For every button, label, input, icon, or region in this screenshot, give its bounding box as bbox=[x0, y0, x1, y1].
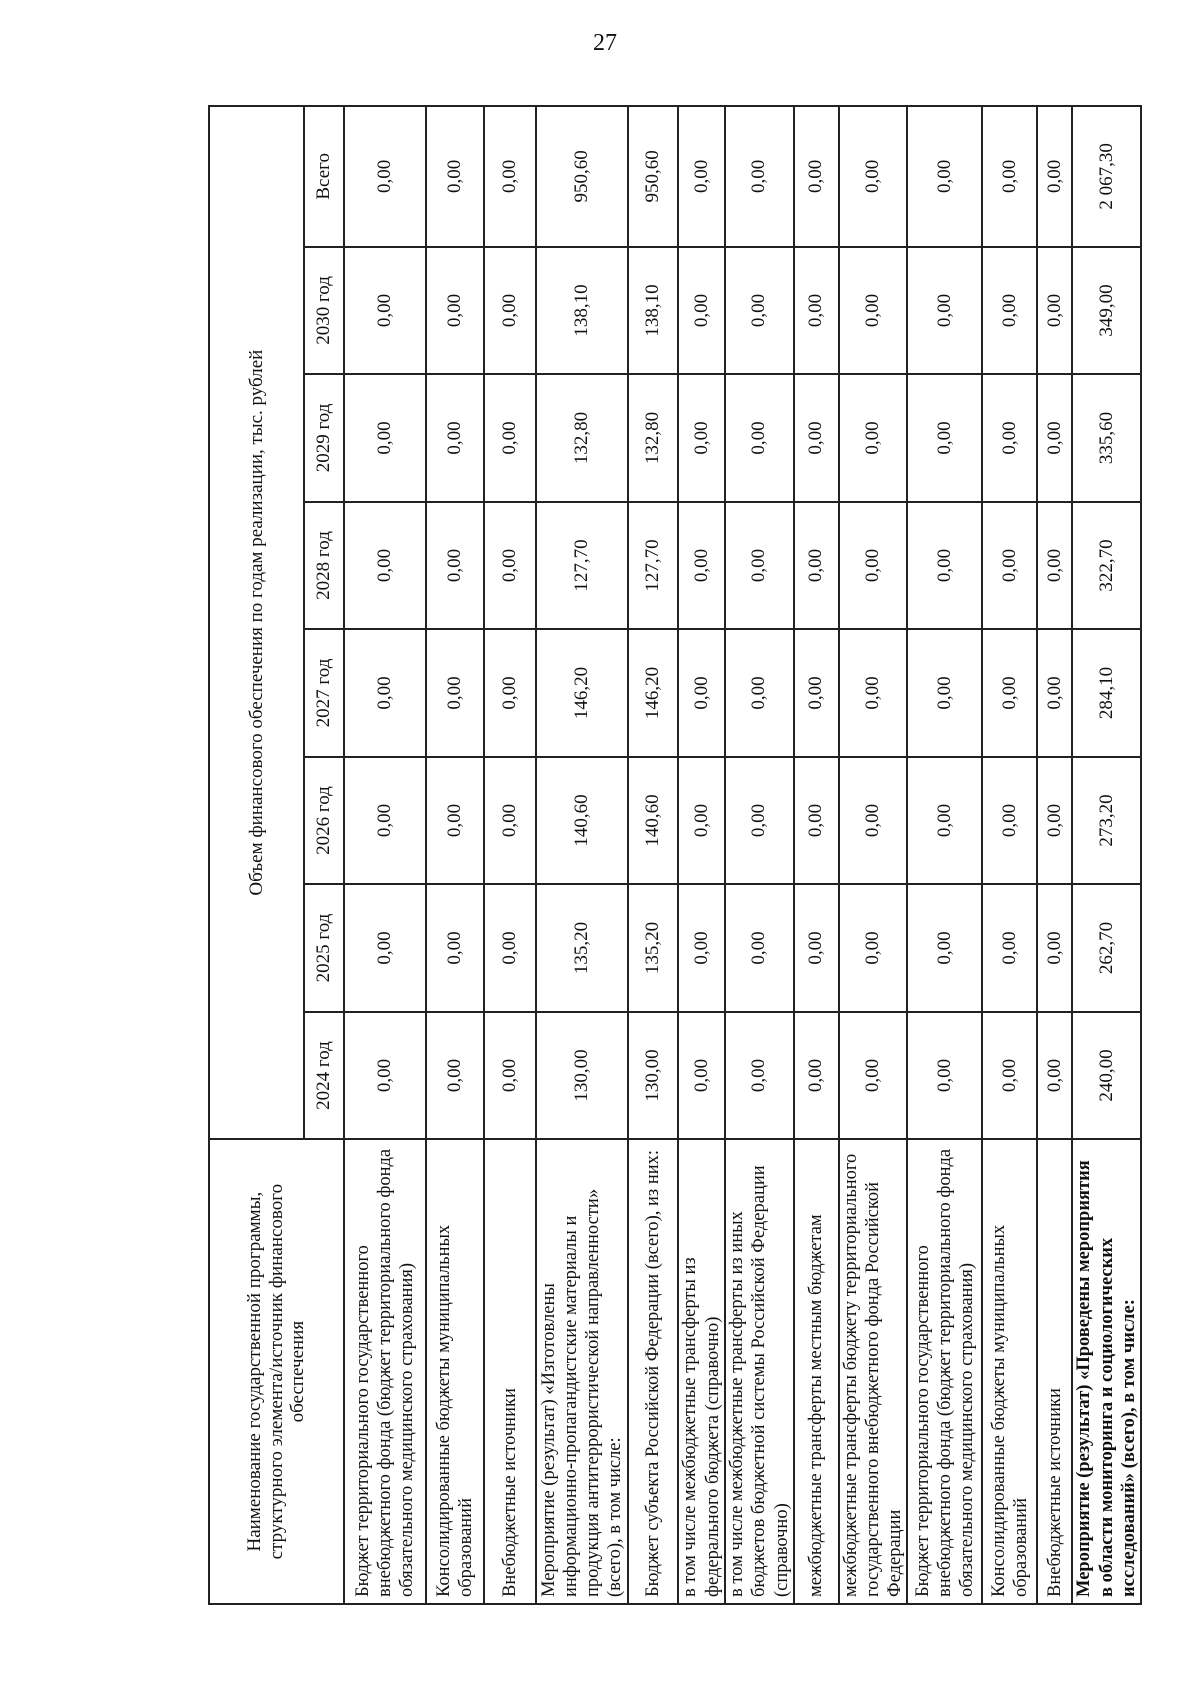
value-cell: 0,00 bbox=[907, 1012, 982, 1140]
value-cell: 0,00 bbox=[725, 374, 794, 502]
table-row bbox=[1072, 106, 1141, 1604]
header-group: Объем финансового обеспечения по годам реализации, тыс. рублей bbox=[209, 106, 304, 1139]
value-cell: 0,00 bbox=[344, 884, 426, 1012]
row-name-cell: межбюджетные трансферты местным бюджетам bbox=[794, 1139, 839, 1604]
value-cell: 0,00 bbox=[907, 757, 982, 885]
row-name-cell: Бюджет субъекта Российской Федерации (всего), из них: bbox=[628, 1139, 678, 1604]
rotated-table-container bbox=[208, 105, 1142, 1605]
value-cell: 0,00 bbox=[794, 757, 839, 885]
page-number: 27 bbox=[593, 30, 617, 56]
value-cell: 0,00 bbox=[344, 757, 426, 885]
value-cell: 138,10 bbox=[536, 247, 628, 375]
value-cell: 0,00 bbox=[344, 106, 426, 247]
value-cell: 0,00 bbox=[484, 374, 536, 502]
row-name-cell: Мероприятие (результат) «Изготовлены информационно-пропагандистские материалы и продукция антитеррористической направленности» (всего), в том числе: bbox=[536, 1139, 628, 1604]
value-cell: 0,00 bbox=[725, 757, 794, 885]
value-cell: 0,00 bbox=[426, 757, 484, 885]
value-cell: 0,00 bbox=[794, 374, 839, 502]
table-row bbox=[982, 106, 1037, 1604]
value-cell: 0,00 bbox=[982, 106, 1037, 247]
value-cell: 0,00 bbox=[839, 629, 908, 757]
value-cell: 0,00 bbox=[839, 502, 908, 630]
row-name-cell: в том числе межбюджетные трансферты из иных бюджетов бюджетной системы Российской Федерации (справочно) bbox=[725, 1139, 794, 1604]
value-cell: 0,00 bbox=[344, 374, 426, 502]
value-cell: 0,00 bbox=[794, 629, 839, 757]
value-cell: 0,00 bbox=[344, 502, 426, 630]
value-cell: 0,00 bbox=[982, 374, 1037, 502]
value-cell: 0,00 bbox=[678, 247, 725, 375]
value-cell: 0,00 bbox=[907, 374, 982, 502]
value-cell: 0,00 bbox=[1037, 247, 1072, 375]
table-row bbox=[907, 106, 982, 1604]
value-cell: 0,00 bbox=[907, 629, 982, 757]
value-cell: 146,20 bbox=[536, 629, 628, 757]
value-cell: 0,00 bbox=[982, 629, 1037, 757]
value-cell: 950,60 bbox=[628, 106, 678, 247]
table-row bbox=[536, 106, 628, 1604]
value-cell: 0,00 bbox=[484, 1012, 536, 1140]
table-row bbox=[1037, 106, 1072, 1604]
row-name-cell: в том числе межбюджетные трансферты из федерального бюджета (справочно) bbox=[678, 1139, 725, 1604]
value-cell: 127,70 bbox=[536, 502, 628, 630]
value-cell: 0,00 bbox=[678, 884, 725, 1012]
table-row bbox=[678, 106, 725, 1604]
value-cell: 0,00 bbox=[344, 629, 426, 757]
value-cell: 0,00 bbox=[344, 247, 426, 375]
value-cell: 0,00 bbox=[426, 502, 484, 630]
value-cell: 132,80 bbox=[628, 374, 678, 502]
value-cell: 0,00 bbox=[1037, 502, 1072, 630]
value-cell: 0,00 bbox=[839, 1012, 908, 1140]
value-cell: 262,70 bbox=[1072, 884, 1141, 1012]
row-name-cell: Консолидированные бюджеты муниципальных образований bbox=[426, 1139, 484, 1604]
year-header-cell: 2028 год bbox=[304, 502, 344, 630]
value-cell: 0,00 bbox=[426, 1012, 484, 1140]
value-cell: 0,00 bbox=[484, 757, 536, 885]
value-cell: 0,00 bbox=[725, 106, 794, 247]
value-cell: 0,00 bbox=[1037, 1012, 1072, 1140]
value-cell: 0,00 bbox=[839, 247, 908, 375]
table-row bbox=[794, 106, 839, 1604]
value-cell: 0,00 bbox=[982, 884, 1037, 1012]
value-cell: 0,00 bbox=[982, 502, 1037, 630]
value-cell: 2 067,30 bbox=[1072, 106, 1141, 247]
value-cell: 135,20 bbox=[536, 884, 628, 1012]
value-cell: 0,00 bbox=[426, 884, 484, 1012]
value-cell: 0,00 bbox=[426, 374, 484, 502]
value-cell: 140,60 bbox=[628, 757, 678, 885]
value-cell: 140,60 bbox=[536, 757, 628, 885]
header-name-column: Наименование государственной программы, структурного элемента/источник финансового обеспечения bbox=[209, 1139, 344, 1604]
table-row bbox=[725, 106, 794, 1604]
year-header-cell: 2025 год bbox=[304, 884, 344, 1012]
value-cell: 273,20 bbox=[1072, 757, 1141, 885]
value-cell: 138,10 bbox=[628, 247, 678, 375]
year-header-cell: 2029 год bbox=[304, 374, 344, 502]
value-cell: 0,00 bbox=[839, 884, 908, 1012]
financing-table bbox=[208, 105, 1142, 1605]
value-cell: 0,00 bbox=[1037, 757, 1072, 885]
value-cell: 0,00 bbox=[839, 374, 908, 502]
value-cell: 0,00 bbox=[982, 247, 1037, 375]
value-cell: 0,00 bbox=[982, 757, 1037, 885]
value-cell: 0,00 bbox=[725, 247, 794, 375]
value-cell: 349,00 bbox=[1072, 247, 1141, 375]
value-cell: 0,00 bbox=[426, 106, 484, 247]
value-cell: 130,00 bbox=[628, 1012, 678, 1140]
year-header-cell: Всего bbox=[304, 106, 344, 247]
value-cell: 146,20 bbox=[628, 629, 678, 757]
value-cell: 0,00 bbox=[907, 502, 982, 630]
row-name-cell: Внебюджетные источники bbox=[1037, 1139, 1072, 1604]
value-cell: 0,00 bbox=[1037, 884, 1072, 1012]
value-cell: 0,00 bbox=[426, 629, 484, 757]
value-cell: 0,00 bbox=[484, 884, 536, 1012]
value-cell: 0,00 bbox=[678, 757, 725, 885]
value-cell: 0,00 bbox=[678, 1012, 725, 1140]
row-name-cell: Консолидированные бюджеты муниципальных образований bbox=[982, 1139, 1037, 1604]
value-cell: 0,00 bbox=[1037, 374, 1072, 502]
table-row bbox=[484, 106, 536, 1604]
table-row bbox=[426, 106, 484, 1604]
value-cell: 0,00 bbox=[484, 502, 536, 630]
value-cell: 0,00 bbox=[982, 1012, 1037, 1140]
value-cell: 0,00 bbox=[794, 1012, 839, 1140]
value-cell: 0,00 bbox=[794, 502, 839, 630]
value-cell: 0,00 bbox=[794, 247, 839, 375]
value-cell: 0,00 bbox=[725, 884, 794, 1012]
row-name-cell: Бюджет территориального государственного внебюджетного фонда (бюджет территориального фонда обязательного медицинского страхования) bbox=[344, 1139, 426, 1604]
value-cell: 322,70 bbox=[1072, 502, 1141, 630]
value-cell: 0,00 bbox=[794, 884, 839, 1012]
value-cell: 240,00 bbox=[1072, 1012, 1141, 1140]
row-name-cell: межбюджетные трансферты бюджету территориального государственного внебюджетного фонда Российской Федерации bbox=[839, 1139, 908, 1604]
value-cell: 127,70 bbox=[628, 502, 678, 630]
year-header-cell: 2026 год bbox=[304, 757, 344, 885]
year-header-cell: 2030 год bbox=[304, 247, 344, 375]
value-cell: 335,60 bbox=[1072, 374, 1141, 502]
value-cell: 0,00 bbox=[725, 502, 794, 630]
table-row bbox=[344, 106, 426, 1604]
row-name-cell: Внебюджетные источники bbox=[484, 1139, 536, 1604]
table-row bbox=[839, 106, 908, 1604]
value-cell: 0,00 bbox=[678, 374, 725, 502]
row-name-cell: Мероприятие (результат) «Проведены мероприятия в области мониторинга и социологических исследований» (всего), в том числе: bbox=[1072, 1139, 1141, 1604]
value-cell: 0,00 bbox=[907, 106, 982, 247]
value-cell: 0,00 bbox=[484, 106, 536, 247]
value-cell: 0,00 bbox=[678, 502, 725, 630]
value-cell: 0,00 bbox=[484, 247, 536, 375]
value-cell: 135,20 bbox=[628, 884, 678, 1012]
value-cell: 132,80 bbox=[536, 374, 628, 502]
year-header-cell: 2024 год bbox=[304, 1012, 344, 1140]
value-cell: 0,00 bbox=[907, 884, 982, 1012]
value-cell: 0,00 bbox=[725, 1012, 794, 1140]
value-cell: 950,60 bbox=[536, 106, 628, 247]
value-cell: 0,00 bbox=[725, 629, 794, 757]
year-header-cell: 2027 год bbox=[304, 629, 344, 757]
value-cell: 0,00 bbox=[426, 247, 484, 375]
value-cell: 0,00 bbox=[1037, 106, 1072, 247]
value-cell: 0,00 bbox=[907, 247, 982, 375]
value-cell: 0,00 bbox=[678, 106, 725, 247]
value-cell: 0,00 bbox=[1037, 629, 1072, 757]
value-cell: 0,00 bbox=[839, 757, 908, 885]
value-cell: 0,00 bbox=[484, 629, 536, 757]
value-cell: 0,00 bbox=[344, 1012, 426, 1140]
value-cell: 0,00 bbox=[794, 106, 839, 247]
value-cell: 130,00 bbox=[536, 1012, 628, 1140]
value-cell: 0,00 bbox=[678, 629, 725, 757]
table-body bbox=[344, 106, 1141, 1604]
value-cell: 0,00 bbox=[839, 106, 908, 247]
table-row bbox=[628, 106, 678, 1604]
value-cell: 284,10 bbox=[1072, 629, 1141, 757]
row-name-cell: Бюджет территориального государственного внебюджетного фонда (бюджет территориального фонда обязательного медицинского страхования) bbox=[907, 1139, 982, 1604]
